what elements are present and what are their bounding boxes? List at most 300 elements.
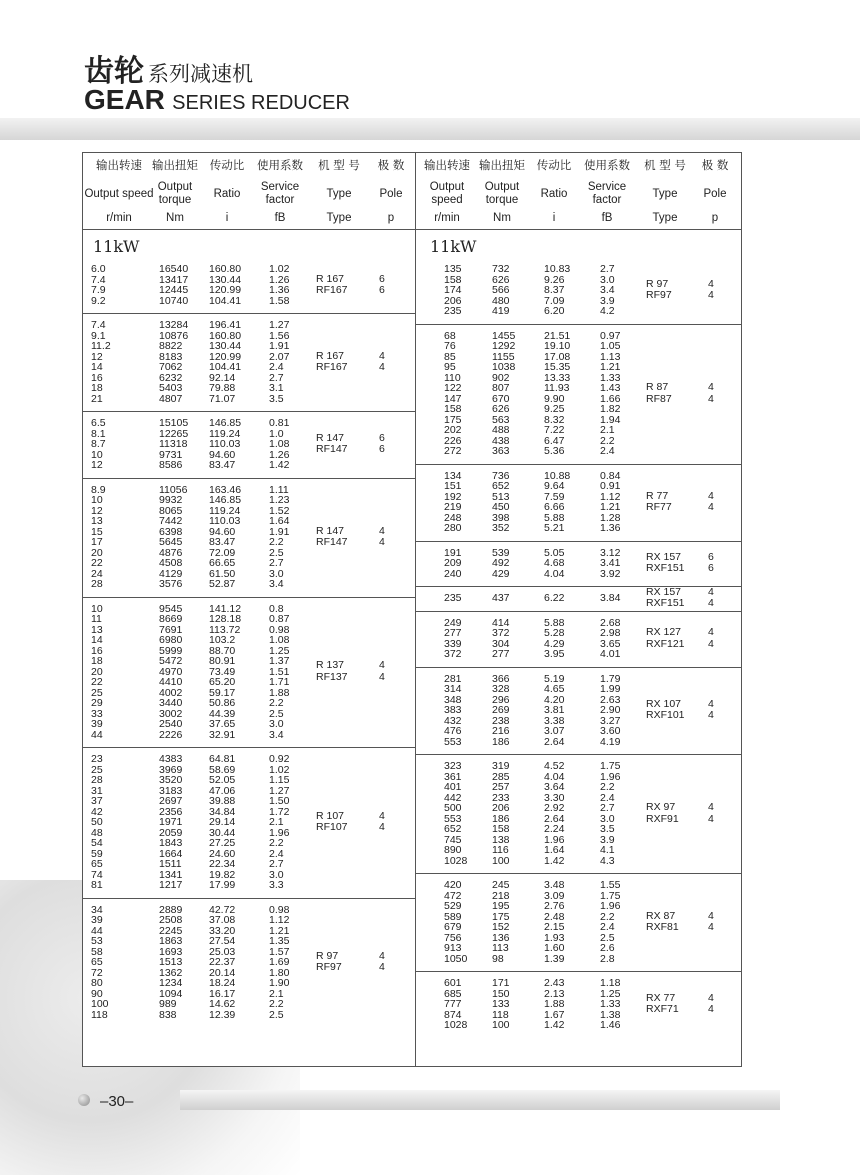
cell-sf: 3.60 <box>600 725 621 737</box>
cell-torque: 8586 <box>159 459 183 471</box>
cell-speed: 25 <box>91 763 103 776</box>
cell-sf: 1.69 <box>269 956 290 968</box>
cell-torque: 5645 <box>159 536 183 548</box>
cell-speed: 25 <box>91 686 103 699</box>
cell-sf: 3.9 <box>600 833 615 846</box>
column-header-en: Type <box>326 187 352 200</box>
cell-sf: 1.27 <box>269 784 290 797</box>
cell-speed: 9.1 <box>91 329 106 342</box>
model-type: RXF121 <box>646 637 685 650</box>
cell-sf: 1.02 <box>269 263 290 275</box>
cell-sf: 1.96 <box>269 826 290 839</box>
table-row <box>83 296 416 307</box>
cell-speed: 685 <box>444 987 462 1000</box>
cell-ratio: 16.17 <box>209 987 236 1000</box>
pole-count: 4 <box>708 392 714 405</box>
table-row <box>416 513 741 524</box>
table-row <box>416 362 741 373</box>
cell-speed: 235 <box>444 592 462 604</box>
model-type: RF97 <box>316 961 342 974</box>
column-header-unit: p <box>711 212 719 224</box>
cell-sf: 1.05 <box>600 340 621 352</box>
cell-ratio: 1.60 <box>544 942 565 954</box>
cell-sf: 1.26 <box>269 273 290 286</box>
cell-speed: 1028 <box>444 1019 468 1031</box>
cell-ratio: 17.08 <box>544 350 571 363</box>
cell-ratio: 5.05 <box>544 546 565 559</box>
cell-ratio: 9.64 <box>544 480 565 492</box>
cell-torque: 133 <box>492 998 510 1010</box>
cell-torque: 8822 <box>159 340 183 352</box>
cell-ratio: 120.99 <box>209 284 242 296</box>
pole-count: 4 <box>379 670 385 683</box>
cell-torque: 902 <box>492 371 510 384</box>
model-type: R 167 <box>316 272 345 285</box>
cell-speed: 76 <box>444 340 456 352</box>
cell-ratio: 18.24 <box>209 977 236 989</box>
cell-sf: 1.21 <box>269 924 290 937</box>
cell-torque: 488 <box>492 424 510 436</box>
table-row <box>83 775 416 786</box>
pole-count: 6 <box>379 443 385 456</box>
table-row <box>83 285 416 296</box>
cell-torque: 6232 <box>159 371 183 384</box>
cell-torque: 626 <box>492 403 510 415</box>
cell-torque: 4807 <box>159 392 183 405</box>
cell-sf: 1.21 <box>600 361 621 373</box>
model-type: RF147 <box>316 443 348 456</box>
cell-torque: 285 <box>492 770 510 783</box>
pole-count: 4 <box>379 349 385 362</box>
table-row <box>83 915 416 926</box>
cell-speed: 14 <box>91 361 103 373</box>
column-header <box>472 153 532 227</box>
cell-ratio: 27.25 <box>209 837 236 849</box>
cell-sf: 3.0 <box>269 567 284 580</box>
pole-count: 4 <box>708 597 714 610</box>
cell-speed: 339 <box>444 637 462 650</box>
cell-torque: 98 <box>492 952 504 965</box>
model-type: RF137 <box>316 670 348 683</box>
cell-ratio: 94.60 <box>209 448 236 461</box>
pole-count: 4 <box>379 821 385 834</box>
pole-count: 6 <box>708 550 714 563</box>
cell-torque: 175 <box>492 910 510 923</box>
pole-count: 4 <box>708 637 714 650</box>
cell-speed: 7.4 <box>91 273 106 286</box>
cell-torque: 171 <box>492 977 510 989</box>
bullet-icon <box>78 1094 90 1106</box>
cell-torque: 138 <box>492 833 510 846</box>
cell-ratio: 3.81 <box>544 704 565 716</box>
table-row <box>416 523 741 534</box>
column-header-unit: i <box>552 212 556 224</box>
cell-speed: 679 <box>444 921 462 933</box>
cell-ratio: 3.38 <box>544 714 565 727</box>
column-header-zh: 使用系数 <box>584 158 630 172</box>
pole-count: 4 <box>708 991 714 1004</box>
cell-ratio: 64.81 <box>209 753 236 765</box>
cell-ratio: 65.20 <box>209 676 236 688</box>
table-row <box>83 429 416 440</box>
cell-sf: 2.2 <box>269 998 284 1010</box>
table-row <box>83 272 416 286</box>
cell-speed: 529 <box>444 900 462 912</box>
cell-speed: 17 <box>91 536 103 548</box>
cell-sf: 2.6 <box>600 942 615 954</box>
cell-torque: 492 <box>492 557 510 569</box>
cell-sf: 1.55 <box>600 879 621 891</box>
cell-sf: 1.11 <box>269 483 289 496</box>
cell-torque: 152 <box>492 921 510 933</box>
cell-speed: 48 <box>91 826 103 839</box>
cell-sf: 2.1 <box>269 987 284 1000</box>
cell-sf: 2.2 <box>600 910 615 923</box>
cell-ratio: 119.24 <box>209 427 241 440</box>
table-row <box>416 341 741 352</box>
cell-torque: 100 <box>492 854 510 867</box>
cell-speed: 90 <box>91 987 103 1000</box>
table-row <box>416 593 741 604</box>
cell-torque: 13284 <box>159 319 189 331</box>
cell-ratio: 163.46 <box>209 483 242 496</box>
table-row <box>83 394 416 405</box>
cell-speed: 7.4 <box>91 319 106 331</box>
cell-sf: 1.33 <box>600 998 621 1010</box>
column-header-zh: 极 数 <box>701 158 729 172</box>
table-row <box>416 737 741 748</box>
column-header <box>638 153 692 227</box>
cell-torque: 277 <box>492 648 510 660</box>
cell-torque: 7691 <box>159 623 183 636</box>
table-row <box>416 446 741 457</box>
cell-torque: 218 <box>492 889 510 902</box>
cell-speed: 20 <box>91 546 103 559</box>
column-header <box>416 153 478 227</box>
column-header-unit: Nm <box>166 212 184 224</box>
cell-sf: 1.82 <box>600 403 621 415</box>
cell-sf: 1.36 <box>269 284 290 296</box>
table-row <box>416 558 741 569</box>
cell-ratio: 42.72 <box>209 903 236 916</box>
cell-sf: 1.38 <box>600 1008 621 1021</box>
column-header-en: Output torque <box>484 181 520 206</box>
table-row <box>416 264 741 275</box>
cell-speed: 10 <box>91 494 103 506</box>
cell-ratio: 10.88 <box>544 469 571 482</box>
cell-sf: 3.12 <box>600 546 621 559</box>
table-row <box>83 516 416 527</box>
table-row <box>83 625 416 636</box>
pole-count: 4 <box>379 524 385 537</box>
cell-sf: 1.12 <box>600 490 621 503</box>
cell-sf: 1.37 <box>269 655 290 667</box>
cell-torque: 1217 <box>159 879 183 891</box>
column-header-zh: 机 型 号 <box>644 158 686 172</box>
cell-torque: 8065 <box>159 504 183 517</box>
column-header-zh: 输出扭矩 <box>152 158 198 172</box>
cell-sf: 2.2 <box>269 536 284 548</box>
cell-ratio: 19.10 <box>544 340 571 352</box>
cell-ratio: 37.65 <box>209 718 236 730</box>
table-row <box>416 880 741 891</box>
cell-sf: 1.42 <box>269 459 290 471</box>
cell-torque: 419 <box>492 305 510 317</box>
cell-torque: 3440 <box>159 697 183 709</box>
model-type: RXF151 <box>646 562 685 575</box>
cell-speed: 8.7 <box>91 438 106 450</box>
cell-ratio: 1.42 <box>544 1019 565 1031</box>
cell-sf: 1.43 <box>600 382 621 394</box>
cell-ratio: 3.64 <box>544 781 565 793</box>
cell-speed: 44 <box>91 924 103 937</box>
cell-torque: 100 <box>492 1019 510 1031</box>
cell-speed: 219 <box>444 501 462 513</box>
cell-speed: 12 <box>91 350 103 363</box>
table-row <box>416 856 741 867</box>
model-type: R 147 <box>316 431 345 444</box>
cell-ratio: 73.49 <box>209 665 236 678</box>
cell-ratio: 128.18 <box>209 613 242 625</box>
cell-torque: 118 <box>492 1008 509 1021</box>
column-header-en: Ratio <box>540 187 568 200</box>
cell-ratio: 104.41 <box>209 294 242 307</box>
cell-torque: 3969 <box>159 763 183 776</box>
cell-torque: 1664 <box>159 847 183 860</box>
cell-speed: 54 <box>91 837 103 849</box>
cell-torque: 5999 <box>159 644 183 657</box>
cell-sf: 2.4 <box>600 445 615 457</box>
cell-ratio: 7.09 <box>544 294 565 307</box>
cell-ratio: 27.54 <box>209 935 236 947</box>
cell-speed: 122 <box>444 382 462 394</box>
table-row <box>416 383 741 394</box>
cell-speed: 442 <box>444 791 462 804</box>
cell-sf: 2.7 <box>269 371 284 384</box>
cell-ratio: 113.72 <box>209 623 241 636</box>
cell-sf: 1.58 <box>269 294 290 307</box>
cell-torque: 257 <box>492 781 510 793</box>
cell-speed: 23 <box>91 753 103 765</box>
table-row <box>83 569 416 580</box>
cell-sf: 1.79 <box>600 672 621 685</box>
cell-speed: 18 <box>91 382 103 394</box>
cell-speed: 174 <box>444 284 462 296</box>
cell-sf: 1.26 <box>269 448 290 461</box>
cell-torque: 10740 <box>159 294 189 307</box>
cell-ratio: 37.08 <box>209 914 236 926</box>
cell-torque: 1155 <box>492 350 515 363</box>
table-row <box>416 436 741 447</box>
table-row <box>416 296 741 307</box>
cell-sf: 1.35 <box>269 935 290 947</box>
cell-sf: 2.5 <box>600 931 615 944</box>
table-row <box>416 909 741 923</box>
column-header <box>690 153 740 227</box>
cell-sf: 1.13 <box>600 350 621 363</box>
cell-sf: 3.92 <box>600 567 621 580</box>
cell-torque: 736 <box>492 469 510 482</box>
cell-sf: 2.07 <box>269 350 290 363</box>
cell-ratio: 1.64 <box>544 844 565 856</box>
cell-ratio: 5.88 <box>544 511 565 524</box>
model-type: RF147 <box>316 536 348 548</box>
column-header-en: Service factor <box>587 181 627 206</box>
cell-sf: 1.71 <box>269 676 290 688</box>
cell-ratio: 3.95 <box>544 648 565 660</box>
cell-torque: 10876 <box>159 329 189 342</box>
cell-speed: 6.5 <box>91 417 106 429</box>
cell-ratio: 7.59 <box>544 490 565 503</box>
model-type: R 97 <box>646 277 669 290</box>
cell-sf: 2.4 <box>269 847 284 860</box>
table-row <box>416 649 741 660</box>
cell-speed: 34 <box>91 903 103 916</box>
cell-ratio: 15.35 <box>544 361 571 373</box>
cell-ratio: 160.80 <box>209 329 242 342</box>
model-type: RXF151 <box>646 597 685 610</box>
cell-torque: 11318 <box>159 438 188 450</box>
cell-ratio: 130.44 <box>209 340 242 352</box>
table-row <box>416 999 741 1010</box>
cell-torque: 328 <box>492 683 510 695</box>
column-header <box>201 153 253 227</box>
cell-sf: 1.08 <box>269 438 290 450</box>
cell-speed: 95 <box>444 361 456 373</box>
cell-torque: 838 <box>159 1008 177 1021</box>
cell-torque: 1513 <box>159 956 183 968</box>
cell-speed: 118 <box>91 1008 108 1021</box>
model-type: R 107 <box>316 809 345 822</box>
cell-sf: 2.98 <box>600 627 621 639</box>
cell-ratio: 9.90 <box>544 392 565 405</box>
pole-count: 4 <box>708 489 714 502</box>
cell-speed: 100 <box>91 998 109 1010</box>
cell-ratio: 8.32 <box>544 413 565 426</box>
cell-ratio: 146.85 <box>209 494 242 506</box>
table-row <box>83 936 416 947</box>
table-row <box>416 674 741 685</box>
cell-torque: 136 <box>492 931 510 944</box>
cell-sf: 2.2 <box>269 697 284 709</box>
table-row <box>416 891 741 902</box>
cell-ratio: 2.15 <box>544 921 565 933</box>
cell-torque: 438 <box>492 434 510 447</box>
column-header-row <box>83 153 416 230</box>
cell-speed: 6.0 <box>91 263 106 275</box>
table-row <box>416 275 741 286</box>
cell-speed: 134 <box>444 469 462 482</box>
cell-sf: 2.7 <box>600 802 615 814</box>
model-type: RF107 <box>316 821 348 834</box>
table-row <box>416 373 741 384</box>
table-row <box>416 352 741 363</box>
model-type: RF87 <box>646 392 672 405</box>
cell-speed: 65 <box>91 956 103 968</box>
pole-count: 4 <box>708 909 714 922</box>
cell-torque: 12445 <box>159 284 189 296</box>
page-number: –30– <box>100 1093 134 1110</box>
cell-sf: 1.12 <box>269 914 290 926</box>
pole-count: 4 <box>708 501 714 513</box>
column-header-unit: i <box>225 212 229 224</box>
pole-count: 4 <box>708 709 714 722</box>
cell-sf: 3.0 <box>600 812 615 825</box>
cell-sf: 3.0 <box>269 718 284 730</box>
cell-speed: 652 <box>444 823 462 835</box>
cell-ratio: 3.48 <box>544 879 565 891</box>
cell-sf: 0.97 <box>600 329 621 342</box>
cell-ratio: 4.29 <box>544 637 565 650</box>
column-header <box>367 153 415 227</box>
cell-sf: 1.25 <box>269 644 290 657</box>
table-row <box>416 489 741 503</box>
cell-speed: 553 <box>444 812 462 825</box>
pole-count: 6 <box>379 272 385 285</box>
footer-bar <box>180 1090 780 1110</box>
table-row <box>416 716 741 727</box>
table-row <box>416 782 741 793</box>
cell-torque: 1094 <box>159 987 183 1000</box>
table-row <box>83 656 416 667</box>
cell-speed: 22 <box>91 557 103 569</box>
cell-torque: 1292 <box>492 340 516 352</box>
cell-sf: 0.98 <box>269 623 290 636</box>
cell-ratio: 29.14 <box>209 816 236 828</box>
column-header-unit: fB <box>601 212 613 224</box>
pole-count: 4 <box>379 659 385 672</box>
cell-torque: 150 <box>492 987 510 1000</box>
cell-torque: 1038 <box>492 361 516 373</box>
table-row <box>416 954 741 965</box>
cell-torque: 652 <box>492 480 510 492</box>
cell-speed: 37 <box>91 795 103 807</box>
cell-sf: 1.99 <box>600 683 621 695</box>
model-type: RF77 <box>646 501 672 513</box>
cell-sf: 1.96 <box>600 770 621 783</box>
cell-ratio: 1.42 <box>544 854 565 867</box>
table-row <box>416 943 741 954</box>
cell-ratio: 24.60 <box>209 847 236 860</box>
model-type: RX 157 <box>646 550 682 563</box>
table-row <box>83 439 416 450</box>
pole-count: 4 <box>379 949 385 962</box>
cell-ratio: 50.86 <box>209 697 236 709</box>
model-type: RX 107 <box>646 697 682 710</box>
cell-sf: 0.92 <box>269 753 290 765</box>
table-row <box>83 817 416 828</box>
table-row <box>83 968 416 979</box>
pole-count: 4 <box>379 809 385 822</box>
cell-sf: 3.0 <box>600 273 615 286</box>
cell-torque: 116 <box>492 844 509 856</box>
cell-torque: 269 <box>492 704 510 716</box>
cell-speed: 192 <box>444 490 462 503</box>
column-header-unit: Type <box>326 212 352 224</box>
cell-ratio: 1.67 <box>544 1008 565 1021</box>
cell-sf: 0.81 <box>269 417 290 429</box>
table-row <box>83 320 416 331</box>
model-type: RF167 <box>316 361 348 373</box>
table-row <box>416 772 741 783</box>
cell-speed: 175 <box>444 413 462 426</box>
cell-speed: 209 <box>444 557 462 569</box>
table-row <box>83 1010 416 1021</box>
table-row <box>416 415 741 426</box>
cell-speed: 601 <box>444 977 462 989</box>
cell-ratio: 47.06 <box>209 784 236 797</box>
cell-sf: 1.57 <box>269 945 290 958</box>
